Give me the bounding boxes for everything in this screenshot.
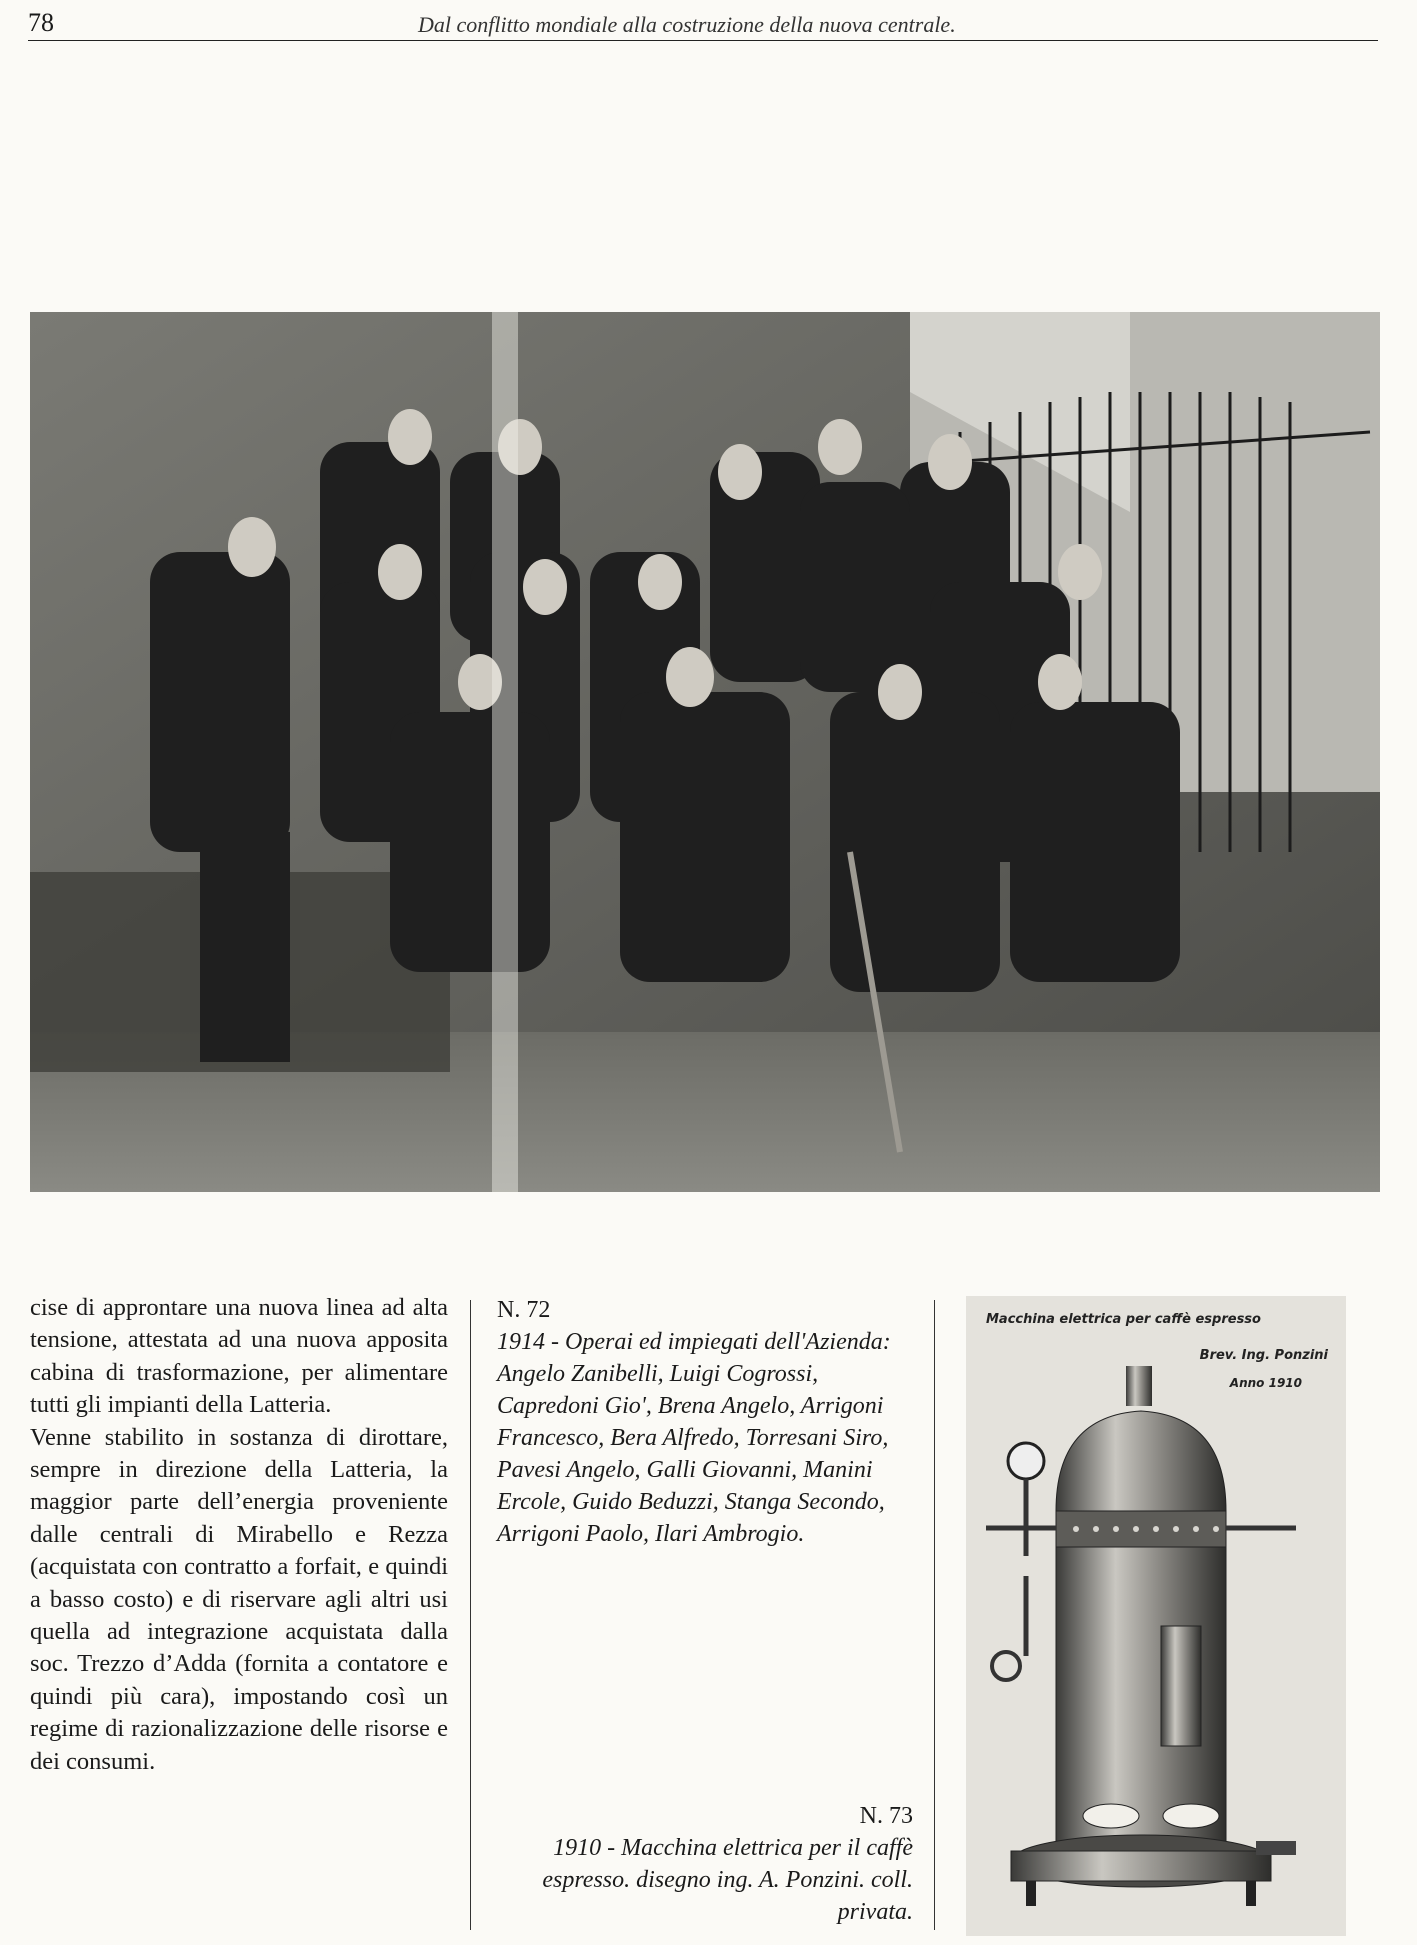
caption-number: N. 72 (497, 1297, 551, 1323)
column-divider (934, 1300, 935, 1930)
caption-text: 1910 - Macchina elettrica per il caffè espresso. disegno ing. A. Ponzini. coll. privata. (542, 1835, 913, 1925)
illustration-year: Anno 1910 (1229, 1376, 1302, 1390)
illustration-patent: Brev. Ing. Ponzini (1199, 1348, 1328, 1363)
photo-caption-73 (490, 1800, 913, 1928)
photo-caption-72 (497, 1294, 917, 1550)
body-paragraph-1: cise di approntare una nuova linea ad alta tensione, attestata ad una nuova apposita cabina di trasformazione, per alimentare tutti gli impianti della Latteria. (30, 1294, 448, 1419)
body-paragraph-2: Venne stabilito in sostanza di dirottare, sempre in direzione della Latteria, la maggior parte dell’energia proveniente dalle centrali di Mirabello e Rezza (acquistata con contratto a forfait, e quindi a basso costo) e di riservare agli altri usi quella ad integrazione acquistata dalla soc. Trezzo d’Adda (fornita a contatore e quindi più cara), impostando così un regime di razionalizzazione delle risorse e dei consumi. (30, 1423, 448, 1775)
page-number: 78 (28, 8, 54, 37)
column-divider (470, 1300, 471, 1930)
running-title: Dal conflitto mondiale alla costruzione della nuova centrale. (418, 12, 956, 37)
body-text (30, 1292, 448, 1778)
caption-text: 1914 - Operai ed impiegati dell'Azienda: Angelo Zanibelli, Luigi Cogrossi, Capredoni Gio', Brena Angelo, Arrigoni Francesco, Bera Alfredo, Torresani Siro, Pavesi Angelo, Galli Giovanni, Manini Ercole, Guido Beduzzi, Stanga Secondo, Arrigoni Paolo, Ilari Ambrogio. (497, 1329, 891, 1547)
illustration-title: Macchina elettrica per caffè espresso (986, 1312, 1261, 1327)
caption-number: N. 73 (859, 1803, 913, 1829)
group-photograph (30, 312, 1380, 1192)
espresso-machine-illustration (966, 1296, 1346, 1936)
page-header (28, 8, 1378, 41)
